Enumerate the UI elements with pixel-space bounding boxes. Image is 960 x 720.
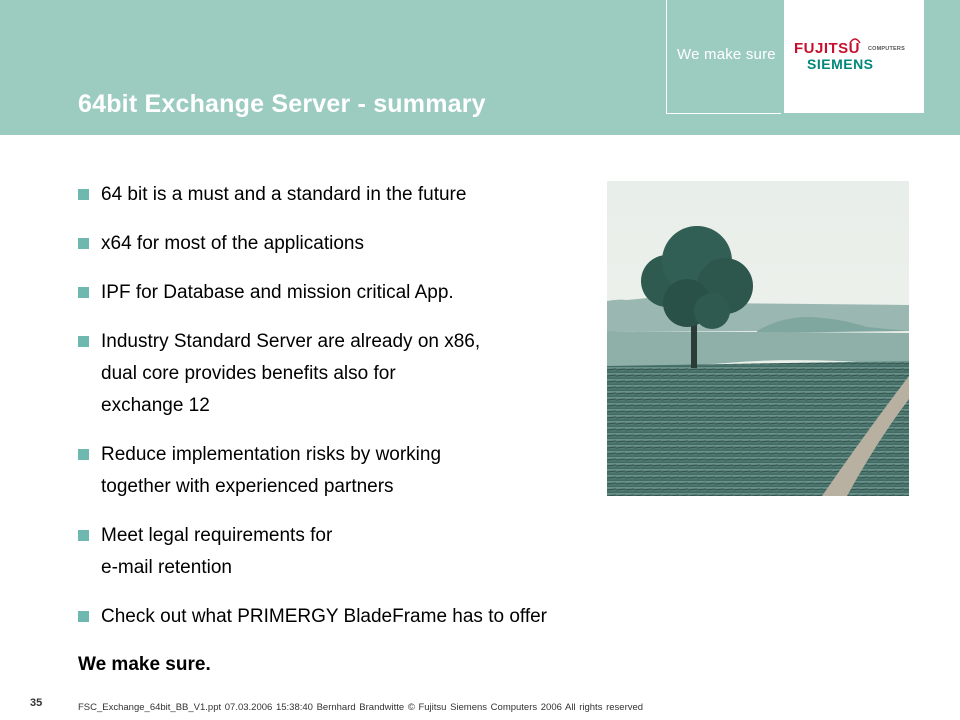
bullet-square-icon (78, 611, 89, 622)
slide-title: 64bit Exchange Server - summary (78, 90, 486, 118)
bullet-text-line: dual core provides benefits also for (101, 363, 396, 384)
bullet-text-line: together with experienced partners (101, 476, 394, 497)
bullet-item (78, 326, 661, 422)
logo-computers-text: COMPUTERS (868, 46, 905, 52)
bullet-text-line: Reduce implementation risks by working (101, 444, 442, 465)
closing-statement: We make sure. (78, 654, 211, 675)
bullet-list (78, 179, 661, 650)
bullet-text-line: exchange 12 (101, 395, 210, 416)
bullet-text-line: Meet legal requirements for (101, 525, 333, 546)
bullet-item (78, 520, 661, 584)
bullet-item (78, 601, 661, 633)
bullet-square-icon (78, 238, 89, 249)
bullet-item (78, 179, 661, 211)
bullet-text-line: Check out what PRIMERGY BladeFrame has to offer (101, 606, 547, 627)
bullet-item (78, 277, 661, 309)
page-number: 35 (30, 697, 43, 709)
landscape-photo (607, 181, 909, 496)
logo-siemens-text: SIEMENS (807, 56, 874, 72)
bullet-text-line: 64 bit is a must and a standard in the future (101, 184, 467, 205)
tagline: We make sure (677, 46, 776, 63)
bullet-square-icon (78, 336, 89, 347)
bullet-item (78, 228, 661, 260)
bullet-text-line: e-mail retention (101, 557, 232, 578)
bullet-square-icon (78, 189, 89, 200)
bullet-square-icon (78, 530, 89, 541)
bullet-square-icon (78, 287, 89, 298)
bullet-text-line: x64 for most of the applications (101, 233, 364, 254)
bullet-square-icon (78, 449, 89, 460)
footer-text: FSC_Exchange_64bit_BB_V1.ppt 07.03.2006 15:38:40 Bernhard Brandwitte © Fujitsu Siemens Computers 2006 All rights reserved (78, 702, 644, 713)
bullet-text-line: IPF for Database and mission critical App. (101, 282, 454, 303)
logo-fujitsu-text: FUJITSU (794, 40, 861, 57)
bullet-item (78, 439, 661, 503)
bullet-text-line: Industry Standard Server are already on x86, (101, 331, 481, 352)
company-logo (784, 0, 924, 113)
